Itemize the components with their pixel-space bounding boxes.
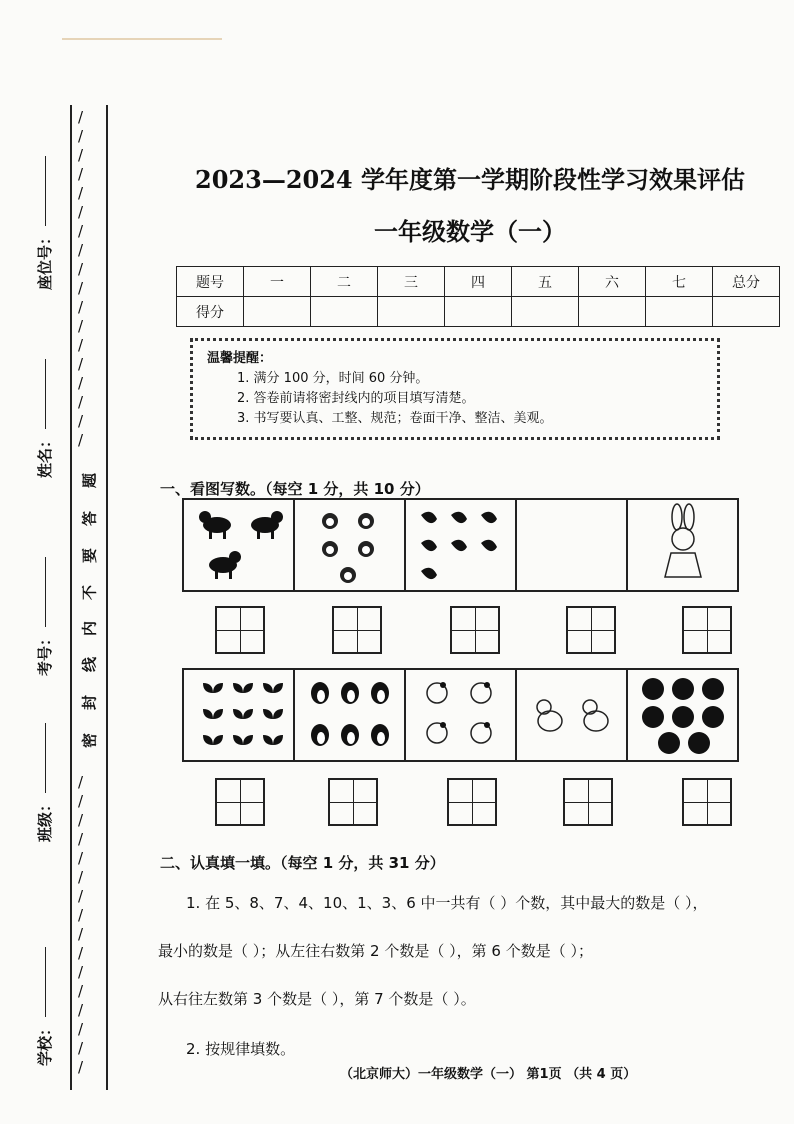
page-footer: （北京师大）一年级数学（一） 第1页 （共 4 页） [340, 1067, 637, 1082]
tips-box [190, 338, 720, 440]
binding-slash: / [78, 298, 84, 316]
exam-title: 2023—2024 学年度第一学期阶段性学习效果评估 [195, 165, 745, 194]
picture-cell-chicks [515, 668, 628, 762]
binding-slash: / [78, 108, 84, 126]
picture-cell-monkeys [293, 498, 406, 592]
picture-cell-dogs [182, 498, 295, 592]
picture-cell-butterflies [182, 668, 295, 762]
binding-slash: / [78, 393, 84, 411]
answer-box-8[interactable] [447, 778, 497, 826]
score-cell[interactable] [445, 297, 512, 327]
question1-line2: 最小的数是（ ）；从左往右数第 2 个数是（ ），第 6 个数是（ ）； [158, 942, 593, 960]
binding-slash: / [78, 773, 84, 791]
binding-slash: / [78, 868, 84, 886]
answer-box-10[interactable] [682, 778, 732, 826]
watermelon-icon [633, 673, 733, 757]
score-table [176, 266, 780, 327]
score-header-cell: 总分 [713, 267, 780, 297]
answer-box-3[interactable] [450, 606, 500, 654]
binding-slash: / [78, 887, 84, 905]
tips-heading: 温馨提醒： [207, 351, 273, 366]
binding-slash: / [78, 355, 84, 373]
seal-char-bu: 不 [80, 585, 99, 601]
binding-slash: / [78, 982, 84, 1000]
question2: 2. 按规律填数。 [186, 1040, 296, 1058]
tips-item: 2. 答卷前请将密封线内的项目填写清楚。 [237, 391, 475, 406]
seal-char-mi: 密 [80, 733, 99, 749]
rabbit-icon [653, 503, 713, 587]
answer-box-1[interactable] [215, 606, 265, 654]
score-cell[interactable] [579, 297, 646, 327]
section1-title: 一、看图写数。（每空 1 分，共 10 分） [160, 480, 430, 498]
binding-slash: / [78, 184, 84, 202]
binding-slash: / [78, 1001, 84, 1019]
score-row-label: 得分 [177, 297, 244, 327]
scan-edge-line [62, 38, 222, 40]
picture-cell-squirrels [404, 498, 517, 592]
squirrel-icon [411, 503, 511, 587]
picture-cell-empty [515, 498, 628, 592]
butterfly-icon [189, 673, 289, 757]
score-cell[interactable] [713, 297, 780, 327]
picture-cell-kitties [404, 668, 517, 762]
class-label: 班级： [34, 723, 55, 842]
seal-char-yao: 要 [80, 548, 99, 564]
answer-box-6[interactable] [215, 778, 265, 826]
kitty-icon [411, 673, 511, 757]
binding-slash: / [78, 336, 84, 354]
binding-slash: / [78, 165, 84, 183]
question1-line1: 1. 在 5、8、7、4、10、1、3、6 中一共有（ ）个数，其中最大的数是（ ）， [186, 894, 708, 912]
chick-icon [522, 673, 622, 757]
tips-item: 1. 满分 100 分，时间 60 分钟。 [237, 371, 429, 386]
seal-char-xian: 线 [80, 657, 99, 673]
score-table-score-row [177, 297, 780, 327]
score-header-cell: 四 [445, 267, 512, 297]
binding-slash: / [78, 944, 84, 962]
answer-box-2[interactable] [332, 606, 382, 654]
score-cell[interactable] [646, 297, 713, 327]
seat-number-label: 座位号： [34, 156, 55, 290]
binding-slash: / [78, 431, 84, 449]
binding-slash: / [78, 260, 84, 278]
binding-slash: / [78, 412, 84, 430]
tips-item: 3. 书写要认真、工整、规范；卷面干净、整洁、美观。 [237, 411, 553, 426]
score-header-cell: 七 [646, 267, 713, 297]
score-header-cell: 六 [579, 267, 646, 297]
seal-char-nei: 内 [80, 621, 99, 637]
binding-slash: / [78, 241, 84, 259]
picture-cell-penguins [293, 668, 406, 762]
dog-icon [189, 503, 289, 587]
binding-slash: / [78, 127, 84, 145]
score-table-header-row [177, 267, 780, 297]
score-header-cell: 二 [311, 267, 378, 297]
score-header-cell: 一 [244, 267, 311, 297]
score-cell[interactable] [378, 297, 445, 327]
name-label: 姓名： [34, 359, 55, 478]
binding-slash: / [78, 374, 84, 392]
penguin-icon [300, 673, 400, 757]
score-header-cell: 五 [512, 267, 579, 297]
exam-subtitle: 一年级数学（一） [374, 217, 566, 246]
score-cell[interactable] [244, 297, 311, 327]
binding-slash: / [78, 146, 84, 164]
binding-slash: / [78, 317, 84, 335]
school-label: 学校： [34, 947, 55, 1066]
binding-line-outer [70, 105, 72, 1090]
binding-slash: / [78, 811, 84, 829]
binding-slash: / [78, 963, 84, 981]
seal-char-da: 答 [80, 511, 99, 527]
score-cell[interactable] [311, 297, 378, 327]
picture-row-2 [182, 668, 737, 762]
exam-number-label: 考号： [34, 557, 55, 676]
binding-slash: / [78, 906, 84, 924]
binding-slash: / [78, 925, 84, 943]
score-header-cell: 题号 [177, 267, 244, 297]
score-header-cell: 三 [378, 267, 445, 297]
binding-slash: / [78, 849, 84, 867]
binding-slash: / [78, 830, 84, 848]
answer-box-9[interactable] [563, 778, 613, 826]
binding-slash: / [78, 203, 84, 221]
seal-char-ti: 题 [80, 473, 99, 489]
binding-slash: / [78, 1039, 84, 1057]
binding-line-inner [106, 105, 108, 1090]
binding-slash: / [78, 1058, 84, 1076]
answer-box-7[interactable] [328, 778, 378, 826]
picture-row-1 [182, 498, 737, 592]
picture-cell-rabbit [626, 498, 739, 592]
score-cell[interactable] [512, 297, 579, 327]
picture-cell-watermelons [626, 668, 739, 762]
answer-box-5[interactable] [682, 606, 732, 654]
binding-slash: / [78, 222, 84, 240]
question1-line3: 从右往左数第 3 个数是（ ），第 7 个数是（ ）。 [158, 990, 476, 1008]
binding-slash: / [78, 792, 84, 810]
binding-slash: / [78, 1020, 84, 1038]
answer-box-4[interactable] [566, 606, 616, 654]
binding-slash: / [78, 279, 84, 297]
section2-title: 二、认真填一填。（每空 1 分，共 31 分） [160, 854, 445, 872]
seal-char-feng: 封 [80, 695, 99, 711]
monkey-icon [300, 503, 400, 587]
